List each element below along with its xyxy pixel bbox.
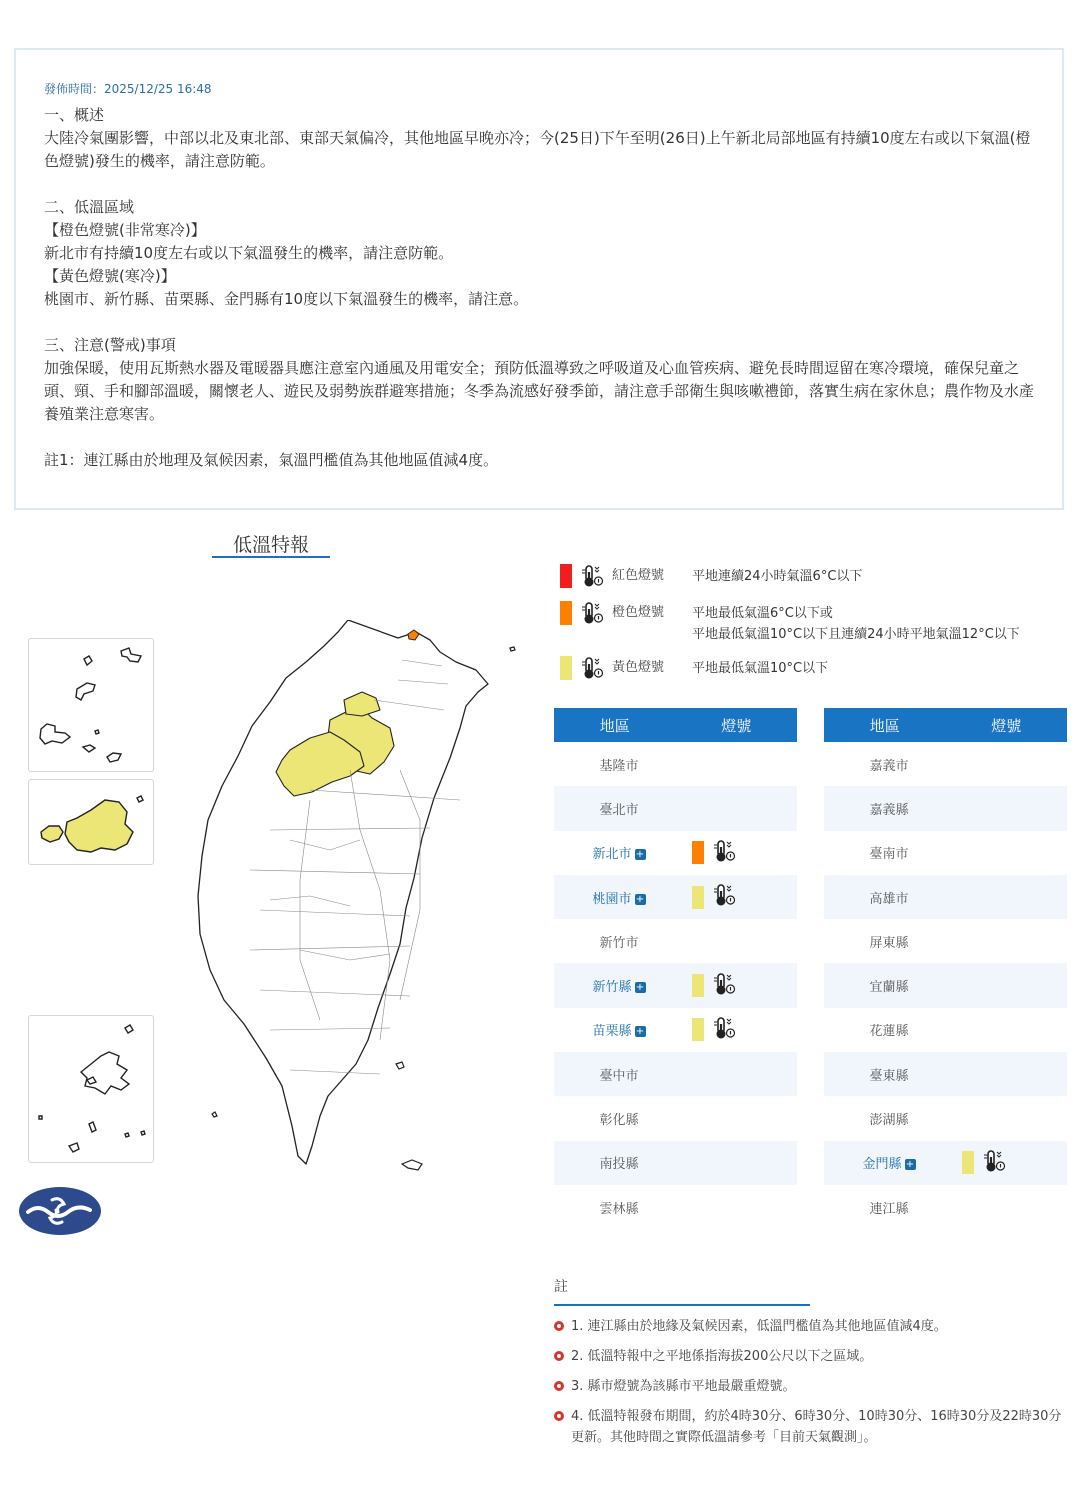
region-name: [824, 976, 954, 995]
region-name: [554, 799, 684, 818]
table-row: [824, 1008, 1067, 1052]
region-signal: [692, 1016, 736, 1044]
region-label: 臺北市: [599, 802, 639, 818]
legend-description-line: 平地最低氣溫6°C以下或: [692, 606, 833, 621]
table-row[interactable]: [824, 1141, 1067, 1185]
table-row: [554, 742, 797, 786]
bulletin-note: 註1：連江縣由於地理及氣候因素，氣溫門檻值為其他地區值減4度。: [44, 451, 499, 469]
region-name[interactable]: [824, 1153, 954, 1172]
issue-time: 發佈時間：2025/12/25 16:48: [44, 82, 212, 96]
thermometer-low-icon: [712, 883, 736, 911]
header-area: 地區: [869, 716, 900, 735]
legend-signal-name: 紅色燈號: [612, 568, 665, 583]
map-title-underline: [212, 556, 330, 558]
region-signal: [962, 1149, 1006, 1177]
region-label[interactable]: 新北市: [592, 847, 632, 863]
region-name: [554, 1198, 684, 1217]
thermometer-low-icon: [712, 839, 736, 863]
legend-signal-description: [692, 564, 862, 587]
signal-color-swatch: [692, 841, 704, 864]
region-label: 基隆市: [599, 758, 639, 774]
note-item: [554, 1406, 1064, 1448]
section-area-title: 二、低溫區域: [44, 198, 135, 216]
table-row[interactable]: [554, 1008, 797, 1052]
thermometer-low-icon: [580, 564, 604, 588]
table-row: [824, 786, 1067, 830]
legend-description-line: 平地連續24小時氣溫6°C以下: [692, 569, 863, 584]
region-label[interactable]: 苗栗縣: [592, 1024, 632, 1040]
region-name[interactable]: [554, 1020, 684, 1039]
section-caution-title: 三、注意(警戒)事項: [44, 336, 176, 354]
region-signal: [692, 972, 736, 1000]
region-label: 南投縣: [599, 1157, 639, 1173]
table-header: [824, 708, 1067, 742]
region-label: 臺南市: [869, 847, 909, 863]
region-name: [824, 1109, 954, 1128]
region-signal: [692, 883, 736, 911]
region-name: [824, 843, 954, 862]
thermometer-low-icon: [712, 839, 736, 867]
table-row: [554, 1052, 797, 1096]
note-item: [554, 1346, 1064, 1367]
table-row: [824, 1096, 1067, 1140]
thermometer-low-icon: [712, 1016, 736, 1044]
region-name[interactable]: [554, 843, 684, 862]
region-name: [554, 1065, 684, 1084]
table-row: [824, 831, 1067, 875]
yellow-signal-label: 【黃色燈號(寒冷)】: [44, 267, 176, 285]
section-overview-title: 一、概述: [44, 106, 105, 124]
region-table-left: [554, 708, 797, 1229]
note-text: 2. 低溫特報中之平地係指海拔200公尺以下之區域。: [571, 1349, 873, 1364]
region-name: [824, 1198, 954, 1217]
region-label: 新竹市: [599, 935, 639, 951]
legend-row: [560, 656, 828, 680]
thermometer-low-icon: [580, 656, 604, 680]
region-name: [824, 932, 954, 951]
bulletin-body: [44, 104, 1040, 472]
expand-plus-icon[interactable]: +: [635, 1026, 645, 1038]
thermometer-low-icon: [712, 883, 736, 907]
legend-description-line: 平地最低氣溫10°C以下: [692, 661, 829, 676]
table-row: [824, 742, 1067, 786]
region-label: 雲林縣: [599, 1201, 639, 1217]
legend-signal-description: [692, 656, 828, 679]
table-header: [554, 708, 797, 742]
region-label: 屏東縣: [869, 935, 909, 951]
bulletin-panel: [14, 48, 1064, 510]
table-row: [824, 1052, 1067, 1096]
legend-color-swatch: [560, 564, 572, 588]
bullet-dot-icon: [554, 1411, 564, 1421]
thermometer-low-icon: [712, 972, 736, 1000]
legend-description-line: 平地最低氣溫10°C以下且連續24小時平地氣溫12°C以下: [692, 627, 1020, 642]
region-label[interactable]: 金門縣: [862, 1157, 902, 1173]
thermometer-low-icon: [712, 972, 736, 996]
yellow-signal-text: 桃園市、新竹縣、苗栗縣、金門縣有10度以下氣溫發生的機率，請注意。: [44, 290, 529, 308]
penghu-islands-map: [29, 1016, 153, 1162]
region-name: [824, 755, 954, 774]
note-text: 4. 低溫特報發布期間，約於4時30分、6時30分、10時30分、16時30分及22時30分更新。其他時間之實際低溫請參考「目前天氣觀測」。: [571, 1409, 1062, 1445]
bullet-dot-icon: [554, 1351, 564, 1361]
thermometer-low-icon: [580, 564, 604, 588]
region-label: 彰化縣: [599, 1113, 639, 1129]
region-name: [554, 1109, 684, 1128]
table-row[interactable]: [554, 963, 797, 1007]
bullet-dot-icon: [554, 1381, 564, 1391]
signal-color-swatch: [692, 974, 704, 997]
bullet-dot-icon: [554, 1321, 564, 1331]
thermometer-low-icon: [580, 656, 604, 680]
table-row: [554, 1096, 797, 1140]
orange-signal-text: 新北市有持續10度左右或以下氣溫發生的機率，請注意防範。: [44, 244, 454, 262]
signal-color-swatch: [692, 886, 704, 909]
legend-signal-description: [692, 601, 1020, 645]
region-label: 嘉義市: [869, 758, 909, 774]
legend-signal-name: 黃色燈號: [612, 660, 665, 675]
region-signal: [692, 839, 736, 867]
legend-color-swatch: [560, 601, 572, 625]
signal-color-swatch: [692, 1018, 704, 1041]
table-row: [824, 963, 1067, 1007]
signal-color-swatch: [962, 1151, 974, 1174]
region-label: 嘉義縣: [869, 802, 909, 818]
header-signal: 燈號: [991, 716, 1022, 735]
notes-title: 註: [554, 1279, 568, 1295]
region-name[interactable]: [554, 976, 684, 995]
thermometer-low-icon: [982, 1149, 1006, 1173]
region-label[interactable]: 新竹縣: [592, 980, 632, 996]
region-name[interactable]: [554, 888, 684, 907]
table-row[interactable]: [554, 875, 797, 919]
taiwan-map: [150, 620, 530, 1200]
note-text: 3. 縣市燈號為該縣市平地最嚴重燈號。: [571, 1379, 796, 1394]
header-area: 地區: [599, 716, 630, 735]
thermometer-low-icon: [982, 1149, 1006, 1177]
note-item: [554, 1376, 1064, 1397]
region-name: [824, 799, 954, 818]
region-name: [554, 932, 684, 951]
region-label: 宜蘭縣: [869, 980, 909, 996]
table-row[interactable]: [554, 831, 797, 875]
region-name: [554, 1153, 684, 1172]
table-row: [554, 786, 797, 830]
cwa-logo[interactable]: [18, 1186, 102, 1236]
expand-plus-icon[interactable]: +: [635, 982, 645, 994]
section-caution-text: 加強保暖，使用瓦斯熱水器及電暖器具應注意室內通風及用電安全；預防低溫導致之呼吸道及心血管疾病、避免長時間逗留在寒冷環境，確保兒童之頭、頸、手和腳部溫暖，關懷老人、遊民及弱勢族群避寒措施；冬季為流感好發季節，請注意手部衛生與咳嗽禮節，落實生病在家休息；農作物及水產養殖業注意寒害。: [44, 359, 1035, 423]
table-row: [824, 1185, 1067, 1229]
region-table-right: [824, 708, 1067, 1229]
thermometer-low-icon: [580, 601, 604, 625]
section-overview-text: 大陸冷氣團影響，中部以北及東北部、東部天氣偏冷，其他地區早晚亦冷；今(25日)下午至明(26日)上午新北局部地區有持續10度左右或以下氣溫(橙色燈號)發生的機率，請注意防範。: [44, 129, 1031, 170]
table-row: [824, 919, 1067, 963]
kinmen-islands-map: [29, 780, 153, 864]
notes-list: [554, 1316, 1064, 1457]
region-name: [824, 1065, 954, 1084]
region-label: 臺中市: [599, 1068, 639, 1084]
region-name: [824, 888, 954, 907]
note-item: [554, 1316, 1064, 1337]
inset-matsu[interactable]: [28, 638, 154, 772]
region-label: 連江縣: [869, 1201, 909, 1217]
table-row: [554, 1185, 797, 1229]
region-label: 臺東縣: [869, 1068, 909, 1084]
region-name: [824, 1020, 954, 1039]
table-row: [554, 1141, 797, 1185]
legend-color-swatch: [560, 656, 572, 680]
region-label: 花蓮縣: [869, 1024, 909, 1040]
notes-title-underline: [554, 1304, 810, 1306]
table-row: [554, 919, 797, 963]
matsu-islands-map: [29, 639, 153, 771]
region-label: 澎湖縣: [869, 1113, 909, 1129]
map-title: 低溫特報: [232, 534, 309, 556]
note-text: 1. 連江縣由於地緣及氣候因素，低溫門檻值為其他地區值減4度。: [571, 1319, 947, 1334]
thermometer-low-icon: [580, 601, 604, 625]
taiwan-outline: [198, 620, 488, 1164]
orange-signal-label: 【橙色燈號(非常寒冷)】: [44, 221, 206, 239]
legend-signal-name: 橙色燈號: [612, 605, 665, 620]
expand-plus-icon[interactable]: +: [635, 849, 645, 861]
inset-kinmen[interactable]: [28, 779, 154, 865]
legend-row: [560, 601, 1020, 645]
table-row: [824, 875, 1067, 919]
expand-plus-icon[interactable]: +: [635, 893, 645, 905]
region-name: [554, 755, 684, 774]
header-signal: 燈號: [721, 716, 752, 735]
expand-plus-icon[interactable]: +: [905, 1159, 915, 1171]
legend-row: [560, 564, 862, 588]
region-label[interactable]: 桃園市: [592, 891, 632, 907]
inset-penghu[interactable]: [28, 1015, 154, 1163]
region-label: 高雄市: [869, 891, 909, 907]
thermometer-low-icon: [712, 1016, 736, 1040]
